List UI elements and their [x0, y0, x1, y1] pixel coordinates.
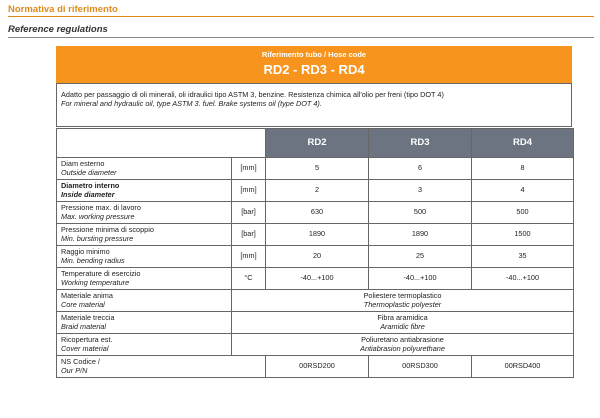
row-label-en: Inside diameter: [61, 189, 115, 199]
row-label: [57, 180, 232, 202]
table-row: [57, 356, 574, 378]
table-row: [57, 246, 574, 268]
material-value: [232, 334, 574, 356]
row-label: [57, 268, 232, 290]
row-label-en: Cover material: [61, 343, 109, 353]
row-label: [57, 334, 232, 356]
section-title-it: Normativa di riferimento: [8, 4, 118, 15]
row-label-en: Outside diameter: [61, 167, 117, 177]
row-label-it: Raggio minimo: [61, 247, 110, 257]
cell-value: 25: [369, 246, 472, 268]
row-label-it: Temperature di esercizio: [61, 269, 141, 279]
column-header-rd3: RD3: [369, 129, 472, 158]
table-row: [57, 290, 574, 312]
row-label-en: Max. working pressure: [61, 211, 135, 221]
cell-value: 1890: [266, 224, 369, 246]
cell-value: -40...+100: [266, 268, 369, 290]
hose-code-banner: [56, 46, 572, 83]
cell-value: 20: [266, 246, 369, 268]
column-header-rd4: RD4: [472, 129, 574, 158]
material-value-it: Poliestere termoplastico: [363, 291, 442, 301]
table-row: [57, 312, 574, 334]
row-label-it: Diametro interno: [61, 181, 120, 191]
part-number: 00RSD400: [472, 356, 574, 378]
hose-code-label: Riferimento tubo / Hose code: [261, 50, 367, 59]
part-number: 00RSD200: [266, 356, 369, 378]
material-value: [232, 290, 574, 312]
cell-value: 4: [472, 180, 574, 202]
cell-value: 500: [472, 202, 574, 224]
row-label-it: Pressione minima di scoppio: [61, 225, 154, 235]
cell-value: 1500: [472, 224, 574, 246]
row-label-it: Diam esterno: [61, 159, 105, 169]
row-label-en: Min. bending radius: [61, 255, 125, 265]
hose-code-values: RD2 - RD3 - RD4: [263, 62, 365, 77]
row-label: [57, 356, 266, 378]
cell-value: 35: [472, 246, 574, 268]
description-en: For mineral and hydraulic oil, type ASTM 3. fuel. Brake systems oil (type DOT 4).: [61, 99, 322, 108]
table-row: [57, 158, 574, 180]
material-value-it: Poliuretano antiabrasione: [361, 335, 444, 345]
table-row: [57, 334, 574, 356]
subsection-divider: [8, 37, 594, 38]
section-title-en: Reference regulations: [8, 24, 108, 35]
row-label-it: Pressione max. di lavoro: [61, 203, 141, 213]
row-label: [57, 312, 232, 334]
description-box: [56, 83, 572, 127]
cell-value: 8: [472, 158, 574, 180]
row-label-en: Working temperature: [61, 277, 130, 287]
material-value-en: Aramidic fibre: [380, 321, 425, 331]
spec-table: [56, 128, 574, 378]
row-unit: °C: [232, 268, 266, 290]
cell-value: 630: [266, 202, 369, 224]
part-number: 00RSD300: [369, 356, 472, 378]
row-label-it: Ricopertura est.: [61, 335, 113, 345]
table-row: [57, 202, 574, 224]
material-value-en: Antiabrasion polyurethane: [360, 343, 445, 353]
table-row: [57, 268, 574, 290]
row-unit: [mm]: [232, 180, 266, 202]
section-divider: [8, 16, 594, 17]
row-label-it: Materiale treccia: [61, 313, 115, 323]
table-row: [57, 224, 574, 246]
table-row: [57, 180, 574, 202]
cell-value: 3: [369, 180, 472, 202]
material-value: [232, 312, 574, 334]
row-unit: [mm]: [232, 246, 266, 268]
row-label: [57, 246, 232, 268]
row-label-it: NS Codice /: [61, 357, 100, 367]
row-unit: [bar]: [232, 202, 266, 224]
cell-value: 2: [266, 180, 369, 202]
cell-value: 6: [369, 158, 472, 180]
cell-value: 1890: [369, 224, 472, 246]
cell-value: 500: [369, 202, 472, 224]
row-label: [57, 158, 232, 180]
cell-value: 5: [266, 158, 369, 180]
row-label-en: Core material: [61, 299, 105, 309]
row-label: [57, 224, 232, 246]
row-label-en: Braid material: [61, 321, 107, 331]
row-label-en: Our P/N: [61, 365, 88, 375]
row-unit: [mm]: [232, 158, 266, 180]
description-it: Adatto per passaggio di oli minerali, oli idraulici tipo ASTM 3, benzine. Resistenza chimica all'olio per freni (tipo DOT 4): [61, 90, 444, 99]
material-value-en: Thermoplastic polyester: [363, 299, 442, 309]
cell-value: -40...+100: [369, 268, 472, 290]
row-label: [57, 290, 232, 312]
cell-value: -40...+100: [472, 268, 574, 290]
row-unit: [bar]: [232, 224, 266, 246]
row-label-en: Min. bursting pressure: [61, 233, 134, 243]
column-header-rd2: RD2: [266, 129, 369, 158]
material-value-it: Fibra aramidica: [377, 313, 428, 323]
table-header-row: [57, 129, 574, 158]
row-label: [57, 202, 232, 224]
header-blank: [57, 129, 266, 158]
row-label-it: Materiale anima: [61, 291, 113, 301]
